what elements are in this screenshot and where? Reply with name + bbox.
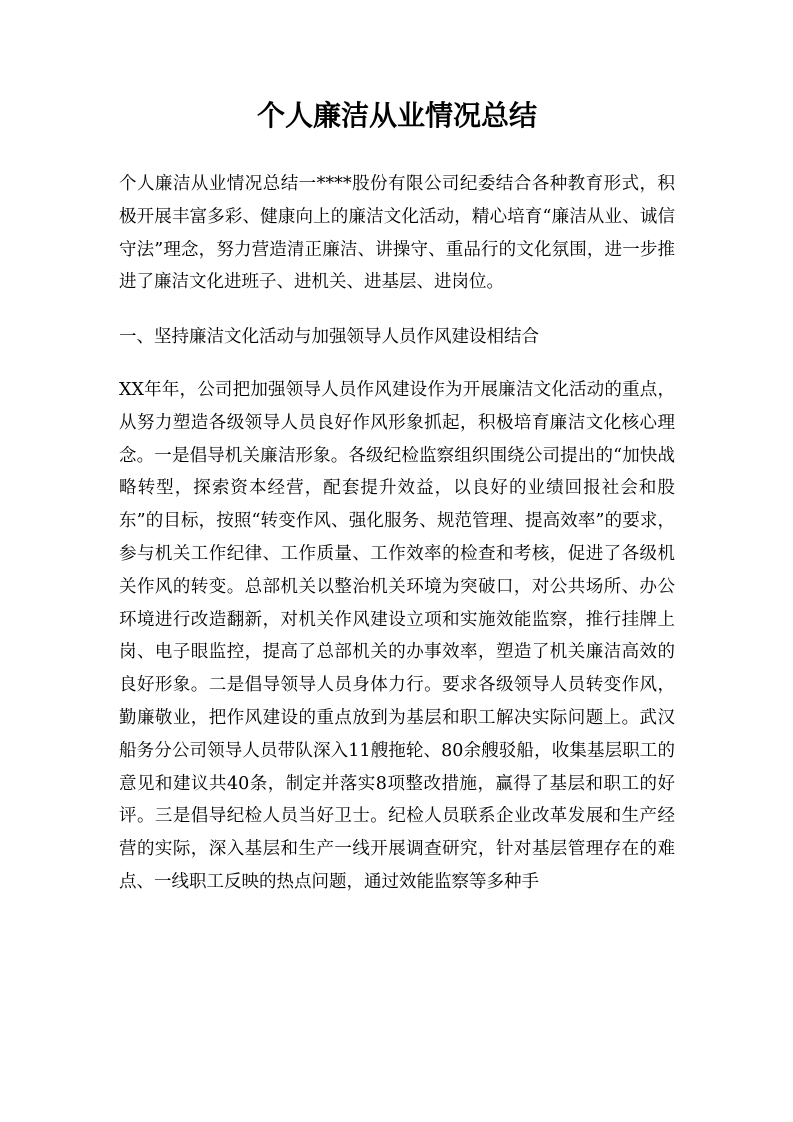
section-body-paragraph: XX年年，公司把加强领导人员作风建设作为开展廉洁文化活动的重点，从努力塑造各级领导人员良好作风形象抓起，积极培育廉洁文化核心理念。一是倡导机关廉洁形象。各级纪检监察组织围绕公司提出的“加快战略转型，探索资本经营，配套提升效益，以良好的业绩回报社会和股东”的目标，按照“转变作风、强化服务、规范管理、提高效率”的要求，参与机关工作纪律、工作质量、工作效率的检查和考核，促进了各级机关作风的转变。总部机关以整治机关环境为突破口，对公共场所、办公环境进行改造翻新，对机关作风建设立项和实施效能监察，推行挂牌上岗、电子眼监控，提高了总部机关的办事效率，塑造了机关廉洁高效的良好形象。二是倡导领导人员身体力行。要求各级领导人员转变作风，勤廉敬业，把作风建设的重点放到为基层和职工解决实际问题上。武汉船务分公司领导人员带队深入11艘拖轮、80余艘驳船，收集基层职工的意见和建议共40条，制定并落实8项整改措施，赢得了基层和职工的好评。三是倡导纪检人员当好卫士。纪检人员联系企业改革发展和生产经营的实际，深入基层和生产一线开展调查研究，针对基层管理存在的难点、一线职工反映的热点问题，通过效能监察等多种手 [119,379,675,892]
intro-paragraph: 个人廉洁从业情况总结一****股份有限公司纪委结合各种教育形式，积极开展丰富多彩、健康向上的廉洁文化活动，精心培育“廉洁从业、诚信守法”理念，努力营造清正廉洁、讲操守、重品行的文化氛围，进一步推进了廉洁文化进班子、进机关、进基层、进岗位。 [119,174,675,293]
document-title: 个人廉洁从业情况总结 [256,99,537,132]
section-heading: 一、坚持廉洁文化活动与加强领导人员作风建设相结合 [119,327,539,348]
